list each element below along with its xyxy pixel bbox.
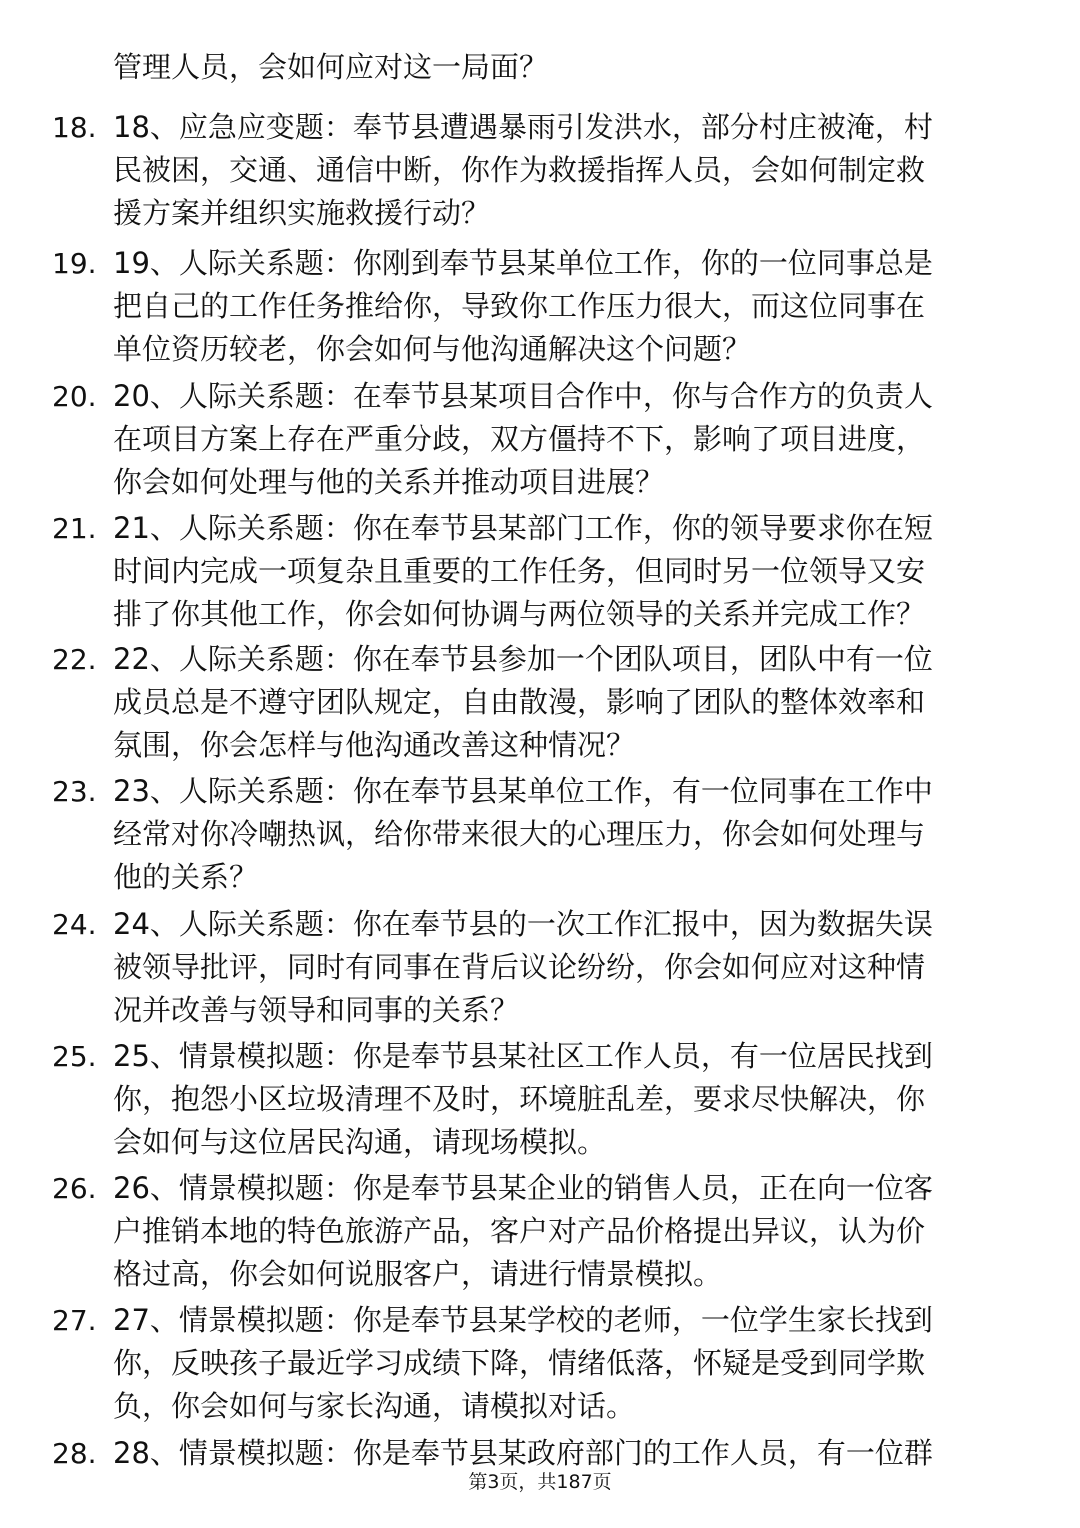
question-text-line: 25、情景模拟题：你是奉节县某社区工作人员，有一位居民找到 bbox=[113, 1039, 933, 1073]
question-number: 23. bbox=[52, 775, 97, 808]
page-footer: 第3页，共187页 bbox=[468, 1471, 612, 1493]
question-text-line: 援方案并组织实施救援行动？ bbox=[113, 196, 491, 230]
question-text-line: 21、人际关系题：你在奉节县某部门工作，你的领导要求你在短 bbox=[113, 511, 933, 545]
question-number: 18. bbox=[52, 111, 97, 144]
question-text bbox=[113, 375, 1013, 504]
question-text-line: 你会如何处理与他的关系并推动项目进展？ bbox=[113, 465, 665, 499]
continuation-text: 管理人员，会如何应对这一局面？ bbox=[113, 50, 549, 84]
question-text-line: 24、人际关系题：你在奉节县的一次工作汇报中，因为数据失误 bbox=[113, 907, 933, 941]
question-text-line: 时间内完成一项复杂且重要的工作任务，但同时另一位领导又安 bbox=[113, 554, 926, 588]
question-text-line: 22、人际关系题：你在奉节县参加一个团队项目，团队中有一位 bbox=[113, 642, 933, 676]
question-text bbox=[113, 1167, 1013, 1296]
question-text-line: 民被困，交通、通信中断，你作为救援指挥人员，会如何制定救 bbox=[113, 153, 926, 187]
question-text bbox=[113, 507, 1013, 636]
question-text-line: 氛围，你会怎样与他沟通改善这种情况？ bbox=[113, 728, 636, 762]
question-text-line: 被领导批评，同时有同事在背后议论纷纷，你会如何应对这种情 bbox=[113, 950, 926, 984]
question-text bbox=[113, 1035, 1013, 1164]
question-text-line: 20、人际关系题：在奉节县某项目合作中，你与合作方的负责人 bbox=[113, 379, 933, 413]
question-text-line: 户推销本地的特色旅游产品，客户对产品价格提出异议，认为价 bbox=[113, 1214, 926, 1248]
question-text bbox=[113, 903, 1013, 1032]
question-number: 25. bbox=[52, 1040, 97, 1073]
question-text-line: 成员总是不遵守团队规定，自由散漫，影响了团队的整体效率和 bbox=[113, 685, 926, 719]
question-text-line: 况并改善与领导和同事的关系？ bbox=[113, 993, 520, 1027]
question-text-line: 19、人际关系题：你刚到奉节县某单位工作，你的一位同事总是 bbox=[113, 246, 933, 280]
question-text-line: 负，你会如何与家长沟通，请模拟对话。 bbox=[113, 1389, 636, 1423]
question-text-line: 28、情景模拟题：你是奉节县某政府部门的工作人员，有一位群 bbox=[113, 1436, 933, 1470]
question-text-line: 你，抱怨小区垃圾清理不及时，环境脏乱差，要求尽快解决，你 bbox=[113, 1082, 926, 1116]
question-text bbox=[113, 1299, 1013, 1428]
question-number: 22. bbox=[52, 643, 97, 676]
question-text bbox=[113, 770, 1013, 899]
question-text-line: 单位资历较老，你会如何与他沟通解决这个问题？ bbox=[113, 332, 752, 366]
question-text bbox=[113, 242, 1013, 371]
question-number: 26. bbox=[52, 1172, 97, 1205]
question-text-line: 18、应急应变题：奉节县遭遇暴雨引发洪水，部分村庄被淹，村 bbox=[113, 110, 933, 144]
question-text bbox=[113, 638, 1013, 767]
question-text-line: 你，反映孩子最近学习成绩下降，情绪低落，怀疑是受到同学欺 bbox=[113, 1346, 926, 1380]
question-number: 24. bbox=[52, 908, 97, 941]
question-text-line: 会如何与这位居民沟通，请现场模拟。 bbox=[113, 1125, 607, 1159]
question-text-line: 在项目方案上存在严重分歧，双方僵持不下，影响了项目进度， bbox=[113, 422, 926, 456]
question-number: 20. bbox=[52, 380, 97, 413]
question-text-line: 排了你其他工作，你会如何协调与两位领导的关系并完成工作？ bbox=[113, 597, 926, 631]
question-text-line: 把自己的工作任务推给你，导致你工作压力很大，而这位同事在 bbox=[113, 289, 926, 323]
question-text-line: 经常对你冷嘲热讽，给你带来很大的心理压力，你会如何处理与 bbox=[113, 817, 926, 851]
question-number: 28. bbox=[52, 1437, 97, 1470]
question-text-line: 格过高，你会如何说服客户，请进行情景模拟。 bbox=[113, 1257, 723, 1291]
question-number: 21. bbox=[52, 512, 97, 545]
question-text-line: 23、人际关系题：你在奉节县某单位工作，有一位同事在工作中 bbox=[113, 774, 933, 808]
question-text-line: 26、情景模拟题：你是奉节县某企业的销售人员，正在向一位客 bbox=[113, 1171, 933, 1205]
question-text bbox=[113, 106, 1013, 235]
question-text-line: 他的关系？ bbox=[113, 860, 259, 894]
question-number: 27. bbox=[52, 1304, 97, 1337]
question-text-line: 27、情景模拟题：你是奉节县某学校的老师，一位学生家长找到 bbox=[113, 1303, 933, 1337]
question-number: 19. bbox=[52, 247, 97, 280]
